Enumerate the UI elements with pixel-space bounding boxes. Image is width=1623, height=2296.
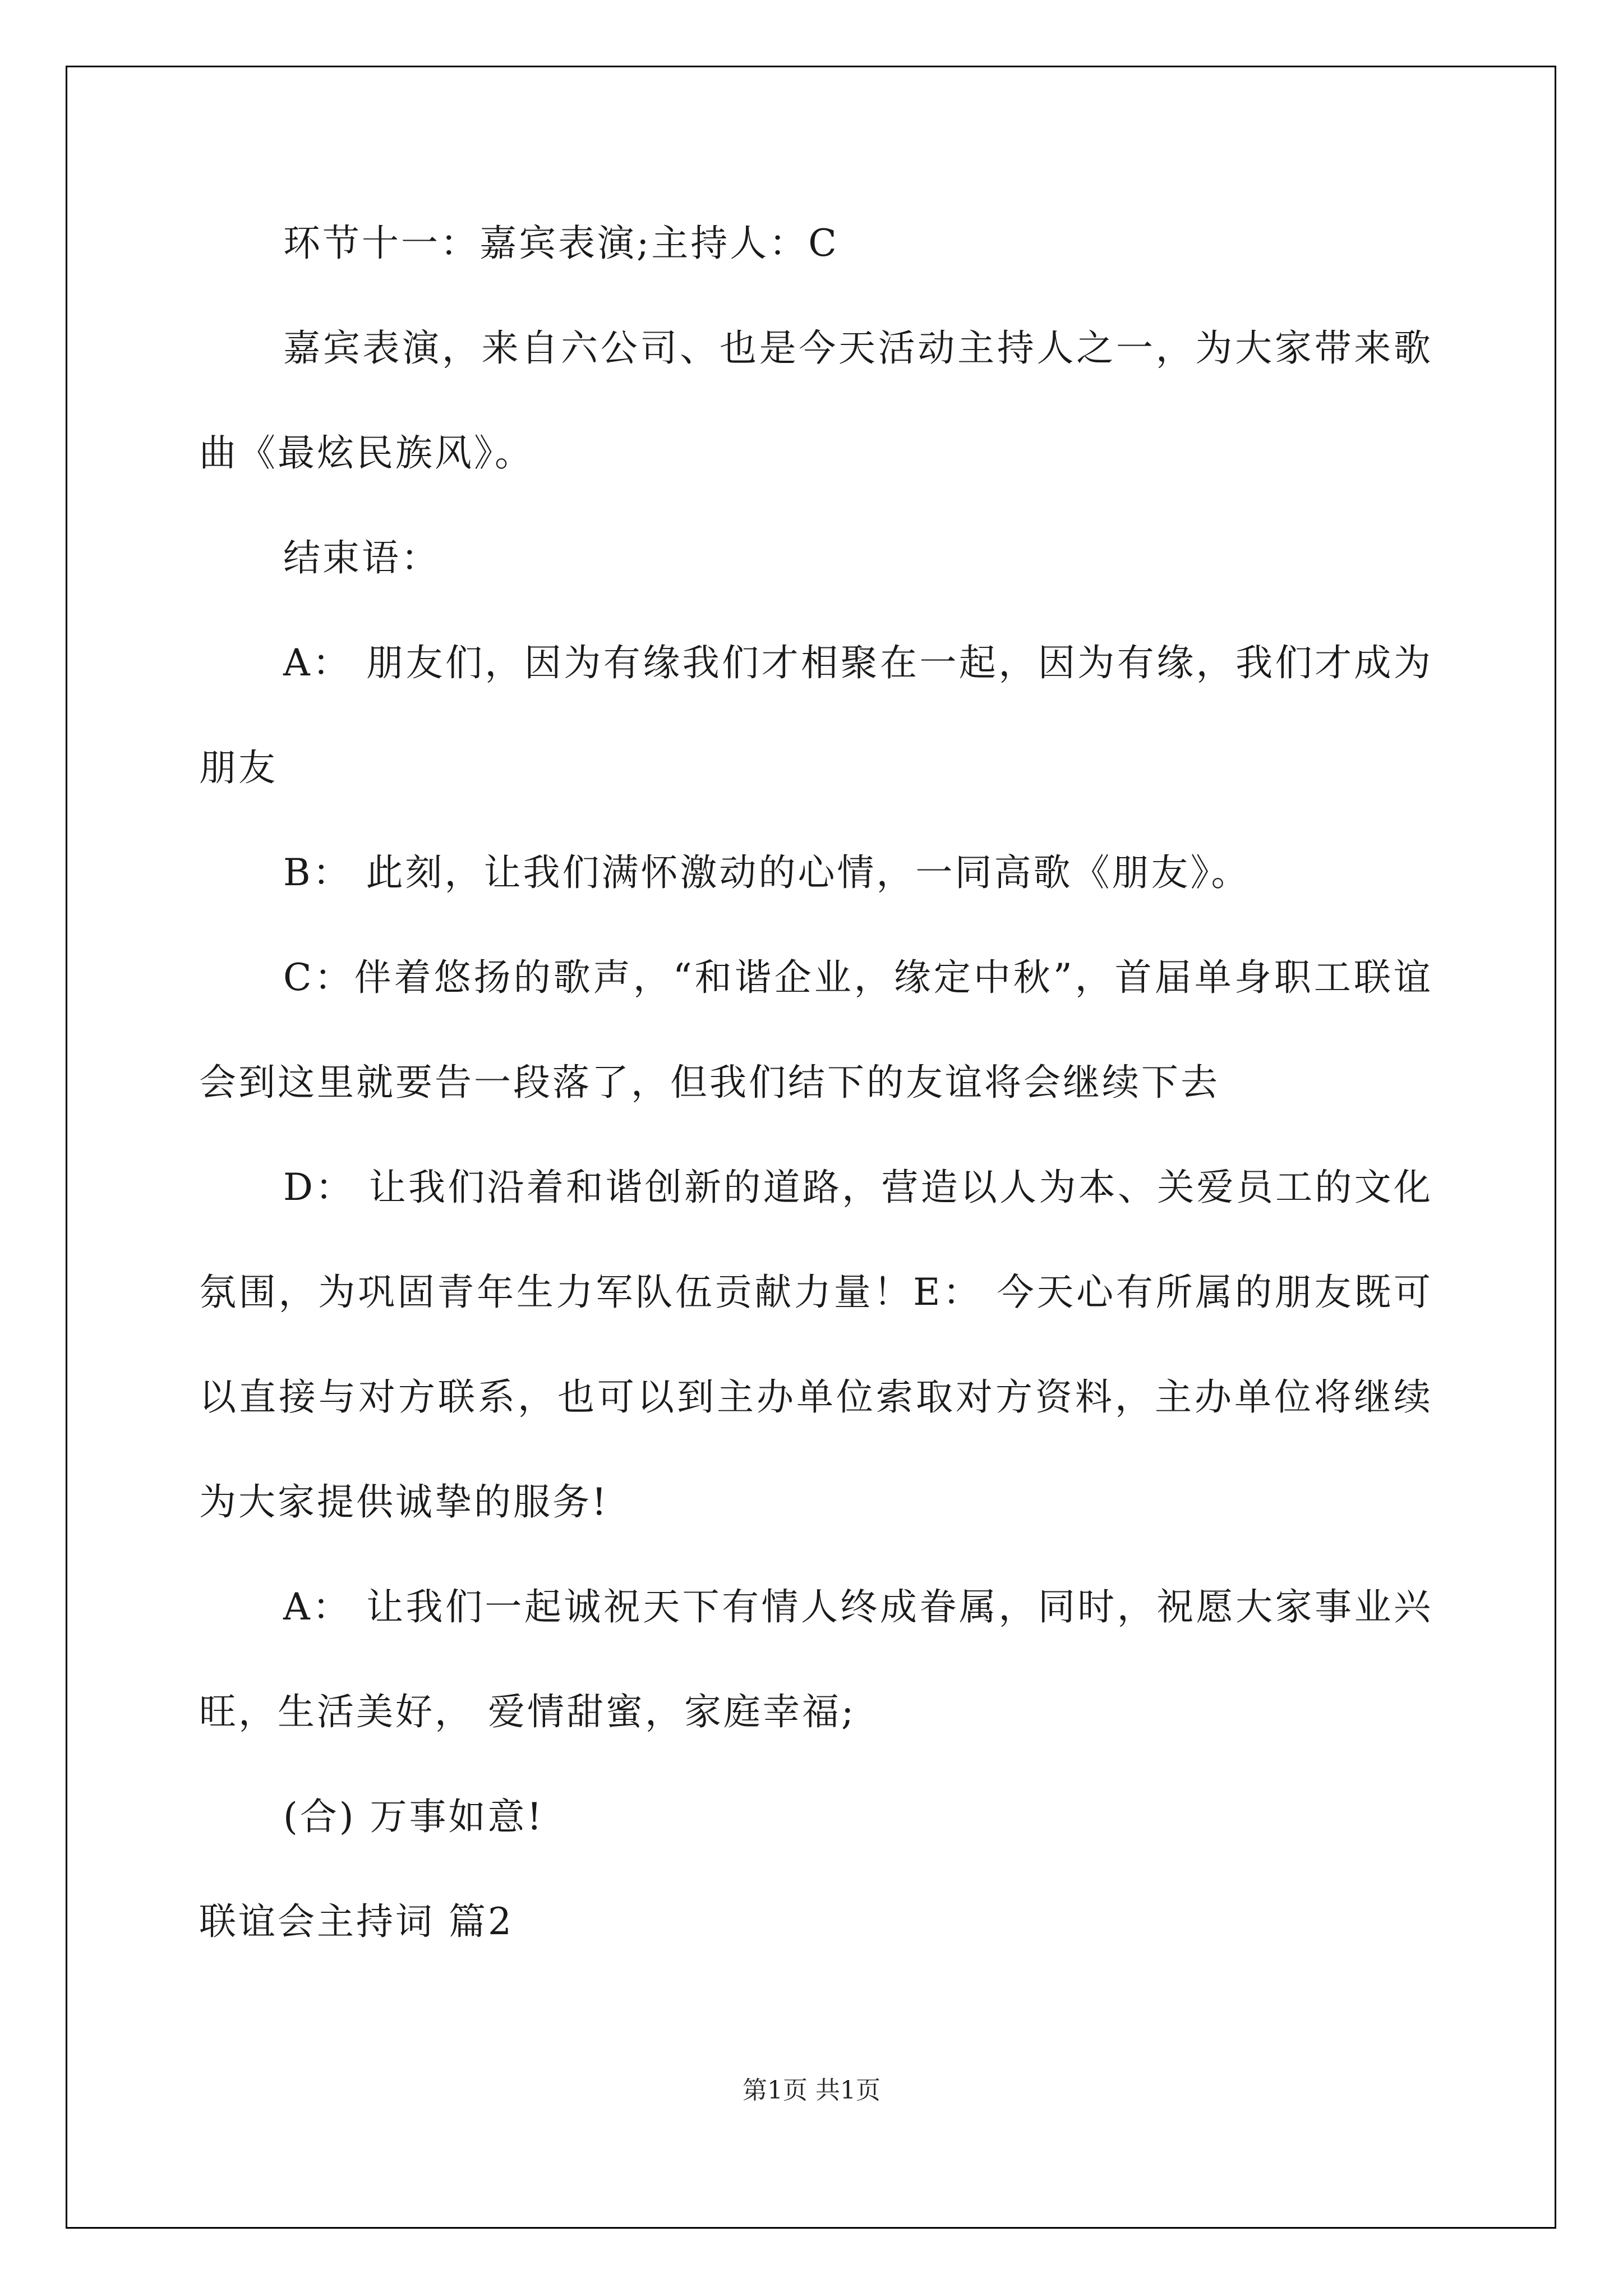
- paragraph-host-d-e: D： 让我们沿着和谐创新的道路，营造以人为本、关爱员工的文化氛围，为巩固青年生力军队伍贡献力量！E： 今天心有所属的朋友既可以直接与对方联系，也可以到主办单位索取对方资料，主办单位将继续为大家提供诚挚的服务!: [199, 1166, 1433, 1524]
- paragraph-all-together: (合) 万事如意!: [283, 1795, 544, 1838]
- section-heading: 联谊会主持词 篇2: [199, 1900, 514, 1943]
- page-footer: 第1页 共1页: [743, 2076, 880, 2105]
- paragraph-guest-performance: 嘉宾表演，来自六公司、也是今天活动主持人之一，为大家带来歌曲《最炫民族风》。: [199, 326, 1433, 475]
- paragraph-segment-eleven: 环节十一：嘉宾表演;主持人：C: [283, 222, 839, 265]
- paragraph-host-a-blessing: A： 让我们一起诚祝天下有情人终成眷属，同时，祝愿大家事业兴旺，生活美好， 爱情甜蜜，家庭幸福;: [199, 1585, 1433, 1733]
- paragraph-host-a: A： 朋友们，因为有缘我们才相聚在一起，因为有缘，我们才成为朋友: [199, 641, 1433, 789]
- paragraph-host-b: B： 此刻，让我们满怀激动的心情，一同高歌《朋友》。: [283, 851, 1251, 894]
- document-body: [199, 191, 1433, 1974]
- paragraph-host-c: C：伴着悠扬的歌声，“和谐企业，缘定中秋”，首届单身职工联谊会到这里就要告一段落了，但我们结下的友谊将会继续下去: [199, 956, 1433, 1104]
- paragraph-closing-title: 结束语：: [283, 536, 440, 579]
